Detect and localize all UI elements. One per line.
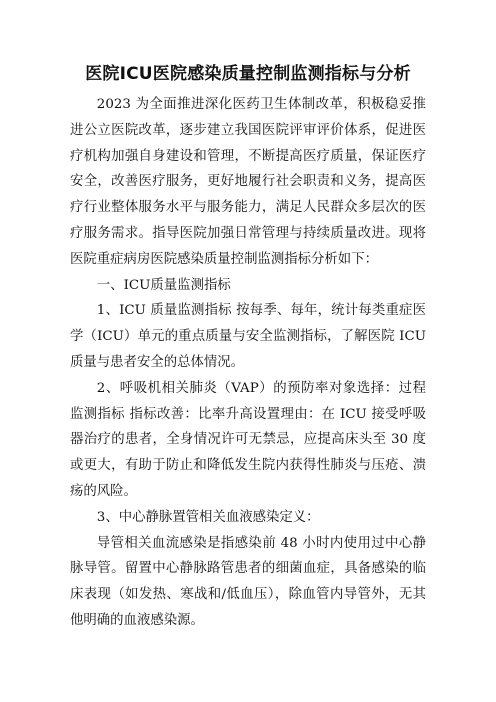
paragraph-intro: 2023 为全面推进深化医药卫生体制改革，积极稳妥推进公立医院改革，逐步建立我国医院评审评价体系，促进医疗机构加强自身建设和管理，不断提高医疗质量，保证医疗安全，改善医疗服务，更好地履行社会职责和义务，提高医疗行业整体服务水平与服务能力，满足人民群众多层次的医疗服务需求。指导医院加强日常管理与持续质量改进。现将医院重症病房医院感染质量控制监测指标分析如下：	[70, 97, 426, 267]
document-body	[70, 92, 426, 634]
paragraph-item-1: 1、ICU 质量监测指标 按每季、每年，统计每类重症医学（ICU）单元的重点质量与安全监测指标，了解医院 ICU 质量与患者安全的总体情况。	[70, 303, 426, 370]
paragraph-item-3-heading: 3、中心静脉置管相关血液感染定义：	[96, 509, 320, 525]
section-heading-icu-indicators: 一、ICU质量监测指标	[96, 277, 231, 293]
paragraph-item-2: 2、呼吸机相关肺炎（VAP）的预防率对象选择：过程监测指标 指标改善：比率升高设置理由：在 ICU 接受呼吸器治疗的患者，全身情况许可无禁忌，应提高床头至 30 度或更大，有助于防止和降低发生院内获得性肺炎与压疮、溃疡的风险。	[70, 380, 426, 499]
document-title: 医院ICU医院感染质量控制监测指标与分析	[85, 64, 411, 84]
paragraph-item-3-definition: 导管相关血流感染是指感染前 48 小时内使用过中心静脉导管。留置中心静脉路管患者的细菌血症，具备感染的临床表现（如发热、寒战和/低血压），除血管内导管外，无其他明确的血液感染源。	[70, 535, 426, 628]
